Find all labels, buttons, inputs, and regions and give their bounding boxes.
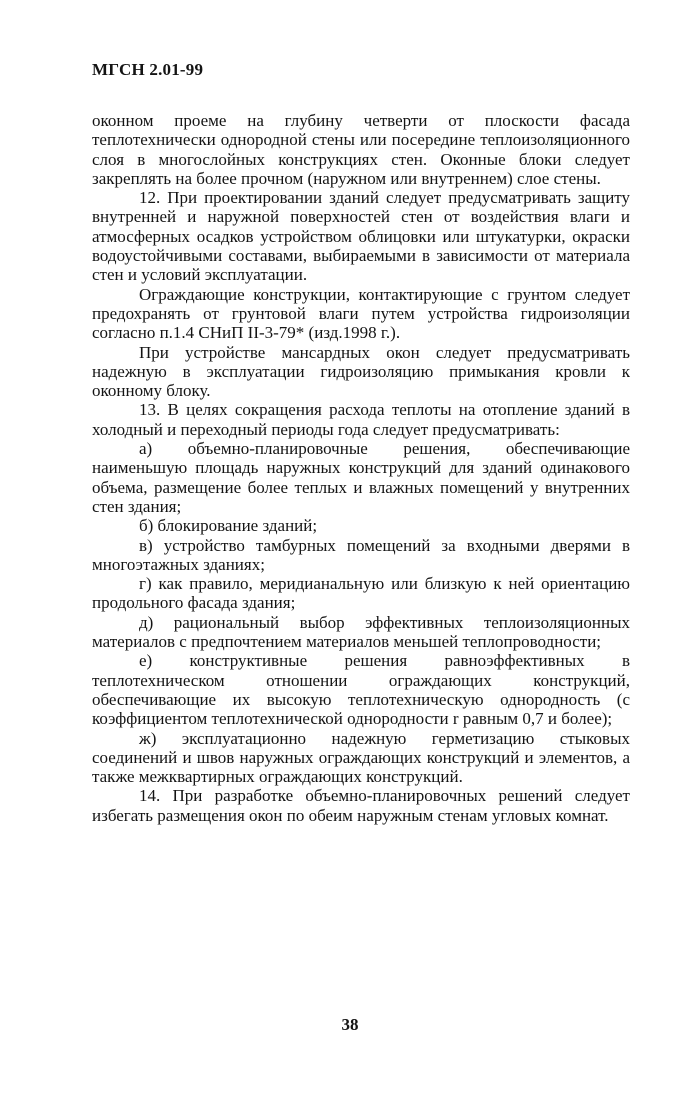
paragraph <box>92 343 630 401</box>
paragraph-text: В целях сокращения расхода теплоты на отопление зданий в холодный и переходный периоды года следует предусматривать: <box>92 400 631 439</box>
list-item <box>92 729 630 787</box>
list-item-text: в) устройство тамбурных помещений за входными дверями в многоэтажных зданиях; <box>92 535 630 574</box>
list-item-text: ж) эксплуатационно надежную герметизацию стыковых соединений и швов наружных ограждающих конструкций и элементов, а также межквартирных ограждающих конструкций. <box>92 728 630 787</box>
paragraph <box>92 400 630 439</box>
paragraph-number: 13. <box>139 400 161 420</box>
paragraph-text: Ограждающие конструкции, контактирующие с грунтом следует предохранять от грунтовой влаги путем устройства гидроизоляции согласно п.1.4 СНиП II-3-79* (изд.1998 г.). <box>92 284 630 343</box>
paragraph <box>92 786 630 825</box>
paragraph-text: При разработке объемно-планировочных решений следует избегать размещения окон по обеим наружным стенам угловых комнат. <box>92 786 630 825</box>
list-item <box>92 574 630 613</box>
body-text <box>92 111 630 825</box>
paragraph <box>92 188 630 284</box>
list-item <box>92 651 630 728</box>
list-item-text: д) рациональный выбор эффективных теплоизоляционных материалов с предпочтением материалов меньшей теплопроводности; <box>92 612 630 652</box>
list-item <box>92 439 630 516</box>
page-number: 38 <box>341 1015 359 1034</box>
paragraph-number: 14. <box>139 786 161 806</box>
list-item-text: а) объемно-планировочные решения, обеспечивающие наименьшую площадь наружных конструкций для зданий одинакового объема, размещение более теплых и влажных помещений у внутренних стен здания; <box>92 439 630 516</box>
list-item <box>92 536 630 575</box>
list-item-text: б) блокирование зданий; <box>139 516 318 536</box>
list-item-text: е) конструктивные решения равноэффективных в теплотехническом отношении ограждающих конструкций, обеспечивающие их высокую теплотехническую однородность (с коэффициентом теплотехнической однородности r равным 0,7 и более); <box>92 651 630 729</box>
paragraph <box>92 111 630 188</box>
running-header: МГСН 2.01-99 <box>92 60 204 79</box>
paragraph-text: оконном проеме на глубину четверти от плоскости фасада теплотехнически однородной стены или посередине теплоизоляционного слоя в многослойных конструкциях стен. Оконные блоки следует закреплять на более прочном (наружном или внутреннем) слое стены. <box>92 111 630 188</box>
list-item-text: г) как правило, меридианальную или близкую к ней ориентацию продольного фасада здания; <box>92 574 630 613</box>
paragraph-text: При устройстве мансардных окон следует предусматривать надежную в эксплуатации гидроизоляцию примыкания кровли к оконному блоку. <box>92 342 630 401</box>
paragraph-number: 12. <box>139 188 161 208</box>
paragraph <box>92 285 630 343</box>
paragraph-text: При проектировании зданий следует предусматривать защиту внутренней и наружной поверхностей стен от воздействия влаги и атмосферных осадков устройством облицовки или штукатурки, окраски водоустойчивыми составами, выбираемыми в зависимости от материала стен и условий эксплуатации. <box>92 188 631 285</box>
list-item <box>92 613 630 652</box>
list-item <box>92 516 630 535</box>
